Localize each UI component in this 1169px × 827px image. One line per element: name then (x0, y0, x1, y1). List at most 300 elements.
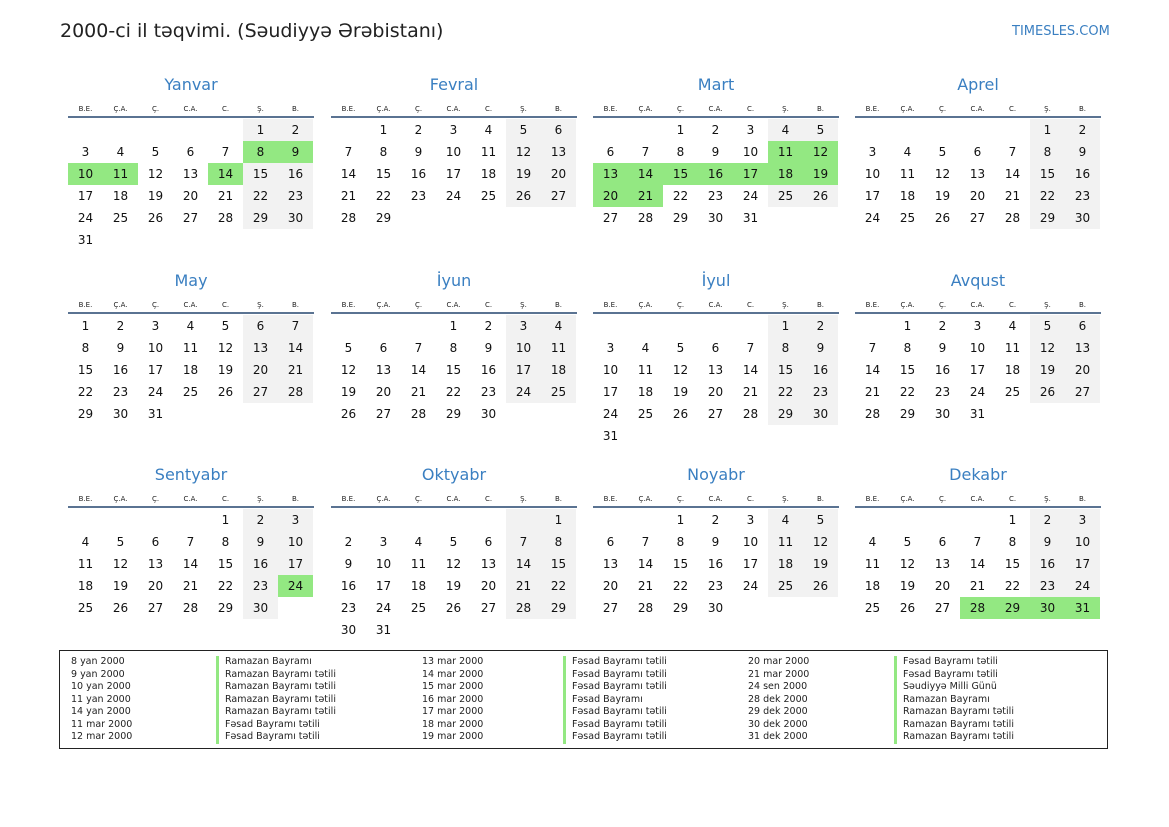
day-cell[interactable]: 21 (1004, 189, 1021, 203)
day-cell[interactable]: 3 (278, 509, 313, 531)
day-cell[interactable]: 27 (182, 211, 199, 225)
day-cell[interactable]: 10 (506, 337, 541, 359)
day-cell[interactable]: 4 (868, 535, 877, 549)
day-cell[interactable]: 17 (278, 553, 313, 575)
day-cell[interactable]: 30 (707, 601, 724, 615)
day-cell[interactable]: 9 (243, 531, 278, 553)
day-cell[interactable]: 28 (960, 597, 995, 619)
day-cell[interactable]: 11 (77, 557, 94, 571)
day-cell[interactable]: 29 (243, 207, 278, 229)
day-cell[interactable]: 29 (768, 403, 803, 425)
day-cell[interactable]: 23 (707, 579, 724, 593)
day-cell[interactable]: 24 (864, 211, 881, 225)
day-cell[interactable]: 9 (803, 337, 838, 359)
day-cell[interactable]: 16 (410, 167, 427, 181)
day-cell[interactable]: 19 (217, 363, 234, 377)
day-cell[interactable]: 5 (506, 119, 541, 141)
day-cell[interactable]: 14 (969, 557, 986, 571)
day-cell[interactable]: 19 (147, 189, 164, 203)
day-cell[interactable]: 13 (593, 163, 628, 185)
day-cell[interactable]: 17 (864, 189, 881, 203)
day-cell[interactable]: 12 (445, 557, 462, 571)
day-cell[interactable]: 28 (742, 407, 759, 421)
day-cell[interactable]: 1 (768, 315, 803, 337)
day-cell[interactable]: 26 (803, 575, 838, 597)
day-cell[interactable]: 19 (934, 189, 951, 203)
day-cell[interactable]: 21 (410, 385, 427, 399)
day-cell[interactable]: 12 (934, 167, 951, 181)
day-cell[interactable]: 10 (969, 341, 986, 355)
day-cell[interactable]: 22 (1030, 185, 1065, 207)
day-cell[interactable]: 13 (375, 363, 392, 377)
day-cell[interactable]: 28 (340, 211, 357, 225)
day-cell[interactable]: 11 (410, 557, 427, 571)
day-cell[interactable]: 24 (147, 385, 164, 399)
day-cell[interactable]: 19 (1030, 359, 1065, 381)
day-cell[interactable]: 9 (1065, 141, 1100, 163)
day-cell[interactable]: 11 (1004, 341, 1021, 355)
day-cell[interactable]: 27 (934, 601, 951, 615)
day-cell[interactable]: 16 (278, 163, 313, 185)
day-cell[interactable]: 13 (969, 167, 986, 181)
day-cell[interactable]: 7 (221, 145, 230, 159)
day-cell[interactable]: 26 (803, 185, 838, 207)
day-cell[interactable]: 20 (182, 189, 199, 203)
day-cell[interactable]: 19 (899, 579, 916, 593)
day-cell[interactable]: 1 (379, 123, 388, 137)
day-cell[interactable]: 15 (672, 557, 689, 571)
day-cell[interactable]: 23 (707, 189, 724, 203)
day-cell[interactable]: 3 (606, 341, 615, 355)
day-cell[interactable]: 6 (1065, 315, 1100, 337)
day-cell[interactable]: 23 (410, 189, 427, 203)
day-cell[interactable]: 16 (934, 363, 951, 377)
day-cell[interactable]: 15 (243, 163, 278, 185)
day-cell[interactable]: 12 (112, 557, 129, 571)
day-cell[interactable]: 2 (278, 119, 313, 141)
day-cell[interactable]: 1 (1008, 513, 1017, 527)
day-cell[interactable]: 9 (711, 145, 720, 159)
day-cell[interactable]: 27 (243, 381, 278, 403)
day-cell[interactable]: 20 (243, 359, 278, 381)
day-cell[interactable]: 11 (103, 163, 138, 185)
day-cell[interactable]: 13 (1065, 337, 1100, 359)
day-cell[interactable]: 23 (278, 185, 313, 207)
day-cell[interactable]: 27 (602, 211, 619, 225)
day-cell[interactable]: 20 (541, 163, 576, 185)
day-cell[interactable]: 21 (864, 385, 881, 399)
day-cell[interactable]: 6 (606, 535, 615, 549)
day-cell[interactable]: 4 (641, 341, 650, 355)
day-cell[interactable]: 15 (445, 363, 462, 377)
day-cell[interactable]: 16 (1065, 163, 1100, 185)
day-cell[interactable]: 28 (637, 211, 654, 225)
day-cell[interactable]: 23 (934, 385, 951, 399)
day-cell[interactable]: 25 (410, 601, 427, 615)
day-cell[interactable]: 8 (379, 145, 388, 159)
day-cell[interactable]: 24 (742, 189, 759, 203)
day-cell[interactable]: 10 (147, 341, 164, 355)
day-cell[interactable]: 17 (1065, 553, 1100, 575)
day-cell[interactable]: 12 (1030, 337, 1065, 359)
day-cell[interactable]: 29 (995, 597, 1030, 619)
day-cell[interactable]: 11 (768, 531, 803, 553)
day-cell[interactable]: 22 (672, 189, 689, 203)
day-cell[interactable]: 31 (1065, 597, 1100, 619)
day-cell[interactable]: 6 (541, 119, 576, 141)
day-cell[interactable]: 1 (676, 123, 685, 137)
day-cell[interactable]: 30 (1065, 207, 1100, 229)
day-cell[interactable]: 13 (541, 141, 576, 163)
day-cell[interactable]: 4 (1008, 319, 1017, 333)
day-cell[interactable]: 12 (506, 141, 541, 163)
day-cell[interactable]: 31 (742, 211, 759, 225)
day-cell[interactable]: 30 (112, 407, 129, 421)
day-cell[interactable]: 20 (707, 385, 724, 399)
day-cell[interactable]: 24 (969, 385, 986, 399)
day-cell[interactable]: 25 (1004, 385, 1021, 399)
day-cell[interactable]: 18 (768, 163, 803, 185)
day-cell[interactable]: 26 (1030, 381, 1065, 403)
day-cell[interactable]: 15 (375, 167, 392, 181)
day-cell[interactable]: 20 (375, 385, 392, 399)
day-cell[interactable]: 28 (278, 381, 313, 403)
day-cell[interactable]: 29 (672, 211, 689, 225)
day-cell[interactable]: 18 (637, 385, 654, 399)
day-cell[interactable]: 7 (641, 145, 650, 159)
day-cell[interactable]: 25 (899, 211, 916, 225)
day-cell[interactable]: 20 (934, 579, 951, 593)
day-cell[interactable]: 24 (602, 407, 619, 421)
day-cell[interactable]: 18 (864, 579, 881, 593)
day-cell[interactable]: 18 (1004, 363, 1021, 377)
day-cell[interactable]: 8 (221, 535, 230, 549)
day-cell[interactable]: 24 (742, 579, 759, 593)
day-cell[interactable]: 25 (864, 601, 881, 615)
day-cell[interactable]: 28 (506, 597, 541, 619)
day-cell[interactable]: 12 (803, 531, 838, 553)
day-cell[interactable]: 26 (672, 407, 689, 421)
day-cell[interactable]: 6 (243, 315, 278, 337)
day-cell[interactable]: 13 (707, 363, 724, 377)
day-cell[interactable]: 14 (637, 557, 654, 571)
day-cell[interactable]: 29 (672, 601, 689, 615)
day-cell[interactable]: 16 (243, 553, 278, 575)
day-cell[interactable]: 2 (1065, 119, 1100, 141)
day-cell[interactable]: 10 (445, 145, 462, 159)
day-cell[interactable]: 24 (278, 575, 313, 597)
day-cell[interactable]: 5 (903, 535, 912, 549)
day-cell[interactable]: 24 (77, 211, 94, 225)
day-cell[interactable]: 10 (1065, 531, 1100, 553)
day-cell[interactable]: 27 (1065, 381, 1100, 403)
day-cell[interactable]: 15 (768, 359, 803, 381)
day-cell[interactable]: 2 (414, 123, 423, 137)
day-cell[interactable]: 22 (243, 185, 278, 207)
day-cell[interactable]: 26 (445, 601, 462, 615)
day-cell[interactable]: 2 (116, 319, 125, 333)
day-cell[interactable]: 8 (1030, 141, 1065, 163)
day-cell[interactable]: 4 (484, 123, 493, 137)
day-cell[interactable]: 2 (711, 123, 720, 137)
day-cell[interactable]: 12 (217, 341, 234, 355)
day-cell[interactable]: 17 (506, 359, 541, 381)
day-cell[interactable]: 31 (77, 233, 94, 247)
day-cell[interactable]: 9 (484, 341, 493, 355)
day-cell[interactable]: 6 (186, 145, 195, 159)
day-cell[interactable]: 29 (541, 597, 576, 619)
day-cell[interactable]: 29 (217, 601, 234, 615)
day-cell[interactable]: 9 (1030, 531, 1065, 553)
day-cell[interactable]: 9 (414, 145, 423, 159)
day-cell[interactable]: 6 (606, 145, 615, 159)
day-cell[interactable]: 1 (449, 319, 458, 333)
day-cell[interactable]: 4 (81, 535, 90, 549)
day-cell[interactable]: 27 (602, 601, 619, 615)
day-cell[interactable]: 3 (1065, 509, 1100, 531)
day-cell[interactable]: 31 (147, 407, 164, 421)
day-cell[interactable]: 15 (77, 363, 94, 377)
day-cell[interactable]: 19 (112, 579, 129, 593)
day-cell[interactable]: 17 (733, 163, 768, 185)
day-cell[interactable]: 27 (969, 211, 986, 225)
day-cell[interactable]: 5 (449, 535, 458, 549)
day-cell[interactable]: 1 (243, 119, 278, 141)
day-cell[interactable]: 26 (899, 601, 916, 615)
day-cell[interactable]: 25 (541, 381, 576, 403)
day-cell[interactable]: 23 (340, 601, 357, 615)
day-cell[interactable]: 21 (340, 189, 357, 203)
day-cell[interactable]: 21 (278, 359, 313, 381)
day-cell[interactable]: 14 (278, 337, 313, 359)
day-cell[interactable]: 20 (147, 579, 164, 593)
day-cell[interactable]: 18 (768, 553, 803, 575)
day-cell[interactable]: 26 (934, 211, 951, 225)
day-cell[interactable]: 31 (969, 407, 986, 421)
day-cell[interactable]: 14 (410, 363, 427, 377)
day-cell[interactable]: 11 (864, 557, 881, 571)
day-cell[interactable]: 18 (480, 167, 497, 181)
day-cell[interactable]: 4 (768, 119, 803, 141)
day-cell[interactable]: 26 (506, 185, 541, 207)
day-cell[interactable]: 10 (602, 363, 619, 377)
day-cell[interactable]: 26 (112, 601, 129, 615)
day-cell[interactable]: 4 (541, 315, 576, 337)
day-cell[interactable]: 7 (414, 341, 423, 355)
day-cell[interactable]: 6 (938, 535, 947, 549)
day-cell[interactable]: 4 (414, 535, 423, 549)
day-cell[interactable]: 29 (375, 211, 392, 225)
day-cell[interactable]: 10 (68, 163, 103, 185)
day-cell[interactable]: 27 (480, 601, 497, 615)
day-cell[interactable]: 19 (340, 385, 357, 399)
day-cell[interactable]: 10 (864, 167, 881, 181)
day-cell[interactable]: 22 (768, 381, 803, 403)
day-cell[interactable]: 15 (1030, 163, 1065, 185)
day-cell[interactable]: 24 (445, 189, 462, 203)
day-cell[interactable]: 7 (973, 535, 982, 549)
day-cell[interactable]: 8 (676, 535, 685, 549)
day-cell[interactable]: 1 (221, 513, 230, 527)
day-cell[interactable]: 16 (340, 579, 357, 593)
day-cell[interactable]: 6 (711, 341, 720, 355)
day-cell[interactable]: 20 (480, 579, 497, 593)
day-cell[interactable]: 2 (803, 315, 838, 337)
day-cell[interactable]: 21 (217, 189, 234, 203)
day-cell[interactable]: 10 (375, 557, 392, 571)
day-cell[interactable]: 22 (899, 385, 916, 399)
day-cell[interactable]: 25 (182, 385, 199, 399)
day-cell[interactable]: 7 (344, 145, 353, 159)
day-cell[interactable]: 5 (151, 145, 160, 159)
day-cell[interactable]: 13 (243, 337, 278, 359)
day-cell[interactable]: 28 (864, 407, 881, 421)
day-cell[interactable]: 13 (182, 167, 199, 181)
day-cell[interactable]: 2 (344, 535, 353, 549)
day-cell[interactable]: 18 (410, 579, 427, 593)
day-cell[interactable]: 7 (1008, 145, 1017, 159)
day-cell[interactable]: 23 (112, 385, 129, 399)
day-cell[interactable]: 21 (969, 579, 986, 593)
day-cell[interactable]: 2 (243, 509, 278, 531)
day-cell[interactable]: 7 (506, 531, 541, 553)
day-cell[interactable]: 6 (151, 535, 160, 549)
day-cell[interactable]: 22 (217, 579, 234, 593)
day-cell[interactable]: 2 (1030, 509, 1065, 531)
day-cell[interactable]: 22 (375, 189, 392, 203)
day-cell[interactable]: 3 (379, 535, 388, 549)
day-cell[interactable]: 16 (112, 363, 129, 377)
day-cell[interactable]: 21 (637, 579, 654, 593)
day-cell[interactable]: 17 (969, 363, 986, 377)
day-cell[interactable]: 11 (182, 341, 199, 355)
day-cell[interactable]: 22 (77, 385, 94, 399)
day-cell[interactable]: 30 (340, 623, 357, 637)
day-cell[interactable]: 13 (147, 557, 164, 571)
day-cell[interactable]: 14 (340, 167, 357, 181)
day-cell[interactable]: 19 (803, 553, 838, 575)
day-cell[interactable]: 3 (449, 123, 458, 137)
day-cell[interactable]: 21 (628, 185, 663, 207)
day-cell[interactable]: 28 (410, 407, 427, 421)
day-cell[interactable]: 22 (672, 579, 689, 593)
day-cell[interactable]: 13 (480, 557, 497, 571)
day-cell[interactable]: 8 (676, 145, 685, 159)
day-cell[interactable]: 12 (147, 167, 164, 181)
day-cell[interactable]: 25 (112, 211, 129, 225)
day-cell[interactable]: 1 (1030, 119, 1065, 141)
day-cell[interactable]: 14 (208, 163, 243, 185)
day-cell[interactable]: 14 (1004, 167, 1021, 181)
day-cell[interactable]: 9 (278, 141, 313, 163)
day-cell[interactable]: 27 (707, 407, 724, 421)
day-cell[interactable]: 3 (868, 145, 877, 159)
day-cell[interactable]: 10 (742, 535, 759, 549)
day-cell[interactable]: 6 (973, 145, 982, 159)
day-cell[interactable]: 8 (449, 341, 458, 355)
day-cell[interactable]: 12 (672, 363, 689, 377)
day-cell[interactable]: 20 (593, 185, 628, 207)
day-cell[interactable]: 25 (77, 601, 94, 615)
day-cell[interactable]: 23 (480, 385, 497, 399)
day-cell[interactable]: 19 (506, 163, 541, 185)
day-cell[interactable]: 25 (768, 575, 803, 597)
day-cell[interactable]: 8 (243, 141, 278, 163)
day-cell[interactable]: 30 (278, 207, 313, 229)
day-cell[interactable]: 30 (934, 407, 951, 421)
day-cell[interactable]: 10 (742, 145, 759, 159)
day-cell[interactable]: 16 (707, 557, 724, 571)
day-cell[interactable]: 18 (77, 579, 94, 593)
day-cell[interactable]: 18 (899, 189, 916, 203)
day-cell[interactable]: 10 (278, 531, 313, 553)
day-cell[interactable]: 7 (746, 341, 755, 355)
day-cell[interactable]: 12 (803, 141, 838, 163)
day-cell[interactable]: 8 (1008, 535, 1017, 549)
day-cell[interactable]: 19 (803, 163, 838, 185)
day-cell[interactable]: 29 (1030, 207, 1065, 229)
day-cell[interactable]: 1 (676, 513, 685, 527)
day-cell[interactable]: 20 (1065, 359, 1100, 381)
day-cell[interactable]: 9 (344, 557, 353, 571)
day-cell[interactable]: 4 (116, 145, 125, 159)
day-cell[interactable]: 8 (903, 341, 912, 355)
day-cell[interactable]: 26 (147, 211, 164, 225)
day-cell[interactable]: 20 (969, 189, 986, 203)
day-cell[interactable]: 7 (868, 341, 877, 355)
day-cell[interactable]: 17 (77, 189, 94, 203)
day-cell[interactable]: 31 (375, 623, 392, 637)
day-cell[interactable]: 29 (445, 407, 462, 421)
day-cell[interactable]: 3 (506, 315, 541, 337)
day-cell[interactable]: 23 (243, 575, 278, 597)
day-cell[interactable]: 24 (506, 381, 541, 403)
day-cell[interactable]: 28 (217, 211, 234, 225)
day-cell[interactable]: 29 (899, 407, 916, 421)
day-cell[interactable]: 30 (243, 597, 278, 619)
day-cell[interactable]: 24 (375, 601, 392, 615)
day-cell[interactable]: 15 (541, 553, 576, 575)
day-cell[interactable]: 11 (480, 145, 497, 159)
day-cell[interactable]: 11 (541, 337, 576, 359)
day-cell[interactable]: 17 (445, 167, 462, 181)
day-cell[interactable]: 3 (151, 319, 160, 333)
day-cell[interactable]: 1 (903, 319, 912, 333)
day-cell[interactable]: 2 (484, 319, 493, 333)
day-cell[interactable]: 2 (711, 513, 720, 527)
day-cell[interactable]: 7 (641, 535, 650, 549)
day-cell[interactable]: 22 (541, 575, 576, 597)
day-cell[interactable]: 17 (742, 557, 759, 571)
day-cell[interactable]: 5 (676, 341, 685, 355)
day-cell[interactable]: 3 (81, 145, 90, 159)
day-cell[interactable]: 23 (1065, 185, 1100, 207)
day-cell[interactable]: 14 (742, 363, 759, 377)
day-cell[interactable]: 16 (480, 363, 497, 377)
day-cell[interactable]: 17 (147, 363, 164, 377)
day-cell[interactable]: 3 (973, 319, 982, 333)
day-cell[interactable]: 4 (903, 145, 912, 159)
day-cell[interactable]: 2 (938, 319, 947, 333)
day-cell[interactable]: 15 (663, 163, 698, 185)
day-cell[interactable]: 14 (864, 363, 881, 377)
day-cell[interactable]: 7 (186, 535, 195, 549)
day-cell[interactable]: 5 (344, 341, 353, 355)
day-cell[interactable]: 4 (186, 319, 195, 333)
day-cell[interactable]: 9 (711, 535, 720, 549)
day-cell[interactable]: 19 (445, 579, 462, 593)
day-cell[interactable]: 4 (768, 509, 803, 531)
